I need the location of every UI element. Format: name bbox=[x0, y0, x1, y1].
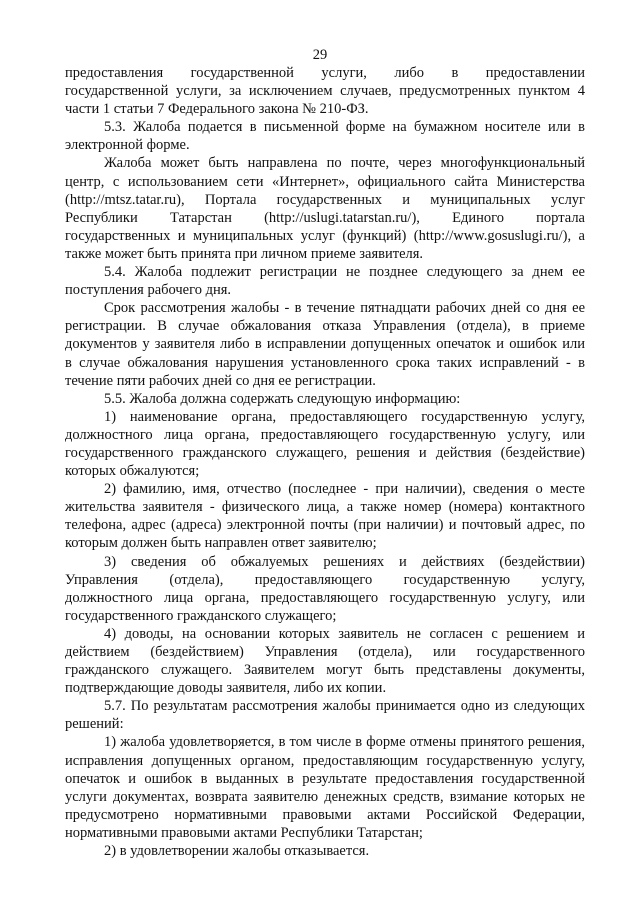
text-line: государственных и муниципальных услуг (функций) (http://www.gosuslugi.ru/), а bbox=[65, 227, 585, 244]
text-line: 4) доводы, на основании которых заявитель не согласен с решением и bbox=[104, 625, 585, 642]
paragraph bbox=[65, 842, 585, 860]
text-line: 2) фамилию, имя, отчество (последнее - при наличии), сведения о месте bbox=[104, 481, 585, 498]
paragraph bbox=[65, 118, 585, 154]
text-line: исправления допущенных органом, предоставляющим государственную услугу, bbox=[65, 752, 585, 769]
text-line: которых обжалуются; bbox=[65, 463, 200, 480]
paragraph bbox=[65, 697, 585, 733]
text-line: действием (бездействием) Управления (отдела), или государственного bbox=[65, 644, 585, 660]
text-line: которым должен быть направлен ответ заявителю; bbox=[65, 535, 377, 552]
text-line: предоставления государственной услуги, либо в предоставлении bbox=[65, 65, 585, 81]
text-line: государственного гражданского служащего; bbox=[65, 607, 337, 624]
text-line: центр, с использованием сети «Интернет», официального сайта Министерства bbox=[65, 173, 585, 190]
text-line: 5.7. По результатам рассмотрения жалобы принимается одно из следующих bbox=[104, 698, 585, 715]
text-line: электронной форме. bbox=[65, 137, 190, 154]
paragraph bbox=[65, 390, 585, 408]
paragraph bbox=[65, 64, 585, 118]
text-line: предусмотрено нормативными правовыми актами Российской Федерации, bbox=[65, 806, 585, 823]
text-line: должностного лица органа, предоставляющего государственную услугу, или bbox=[65, 589, 585, 606]
paragraph bbox=[65, 625, 585, 697]
text-line: документов у заявителя либо в исправлении допущенных опечаток и ошибок или bbox=[65, 336, 585, 353]
text-line: Республики Татарстан (http://uslugi.tatarstan.ru/), Единого портала bbox=[65, 209, 585, 226]
text-line: также может быть принята при личном приеме заявителя. bbox=[65, 245, 424, 262]
paragraph bbox=[65, 263, 585, 299]
document-body bbox=[65, 64, 585, 860]
text-line: Управления (отдела), предоставляющего государственную услугу, bbox=[65, 571, 585, 588]
text-line: должностного лица органа, предоставляющего государственную услугу, или bbox=[65, 426, 585, 443]
text-line: гражданского служащего. Заявителем могут быть представлены документы, bbox=[65, 662, 585, 679]
text-line: течение пяти рабочих дней со дня ее регистрации. bbox=[65, 372, 376, 389]
text-line: 5.5. Жалоба должна содержать следующую информацию: bbox=[104, 390, 461, 407]
text-line: жительства заявителя - физического лица, а также номер (номера) контактного bbox=[65, 499, 585, 516]
text-line: поступления рабочего дня. bbox=[65, 282, 232, 299]
text-line: подтверждающие доводы заявителя, либо их копии. bbox=[65, 680, 387, 697]
paragraph bbox=[65, 553, 585, 625]
text-line: государственной услуги, за исключением случаев, предусмотренных пунктом 4 bbox=[65, 83, 585, 100]
text-line: (http://mtsz.tatar.ru), Портала государственных и муниципальных услуг bbox=[65, 191, 585, 208]
text-line: Жалоба может быть направлена по почте, через многофункциональный bbox=[104, 155, 585, 172]
text-line: 2) в удовлетворении жалобы отказывается. bbox=[104, 843, 370, 860]
paragraph bbox=[65, 408, 585, 480]
text-line: регистрации. В случае обжалования отказа Управления (отдела), в приеме bbox=[65, 318, 585, 335]
text-line: опечаток и ошибок в выданных в результате предоставления государственной bbox=[65, 770, 585, 787]
text-line: Срок рассмотрения жалобы - в течение пятнадцати рабочих дней со дня ее bbox=[104, 300, 585, 317]
text-line: 1) жалоба удовлетворяется, в том числе в форме отмены принятого решения, bbox=[104, 734, 585, 751]
text-line: нормативными правовыми актами Республики Татарстан; bbox=[65, 824, 423, 841]
text-line: в случае обжалования нарушения установленного срока таких исправлений - в bbox=[65, 354, 585, 371]
text-line: услуги документах, возврата заявителю денежных средств, взимание которых не bbox=[65, 788, 585, 805]
text-line: части 1 статьи 7 Федерального закона № 210-ФЗ. bbox=[65, 101, 369, 118]
paragraph bbox=[65, 299, 585, 389]
text-line: телефона, адрес (адреса) электронной почты (при наличии) и почтовый адрес, по bbox=[65, 517, 585, 534]
text-line: 1) наименование органа, предоставляющего государственную услугу, bbox=[104, 408, 585, 425]
paragraph bbox=[65, 733, 585, 842]
text-line: 3) сведения об обжалуемых решениях и действиях (бездействии) bbox=[104, 553, 585, 570]
paragraph bbox=[65, 154, 585, 263]
page-number: 29 bbox=[312, 47, 328, 63]
paragraph bbox=[65, 480, 585, 552]
text-line: государственного гражданского служащего, решения и действия (бездействие) bbox=[65, 444, 585, 461]
text-line: 5.3. Жалоба подается в письменной форме на бумажном носителе или в bbox=[104, 119, 585, 136]
text-line: 5.4. Жалоба подлежит регистрации не позднее следующего за днем ее bbox=[104, 264, 585, 281]
text-line: решений: bbox=[65, 716, 124, 733]
